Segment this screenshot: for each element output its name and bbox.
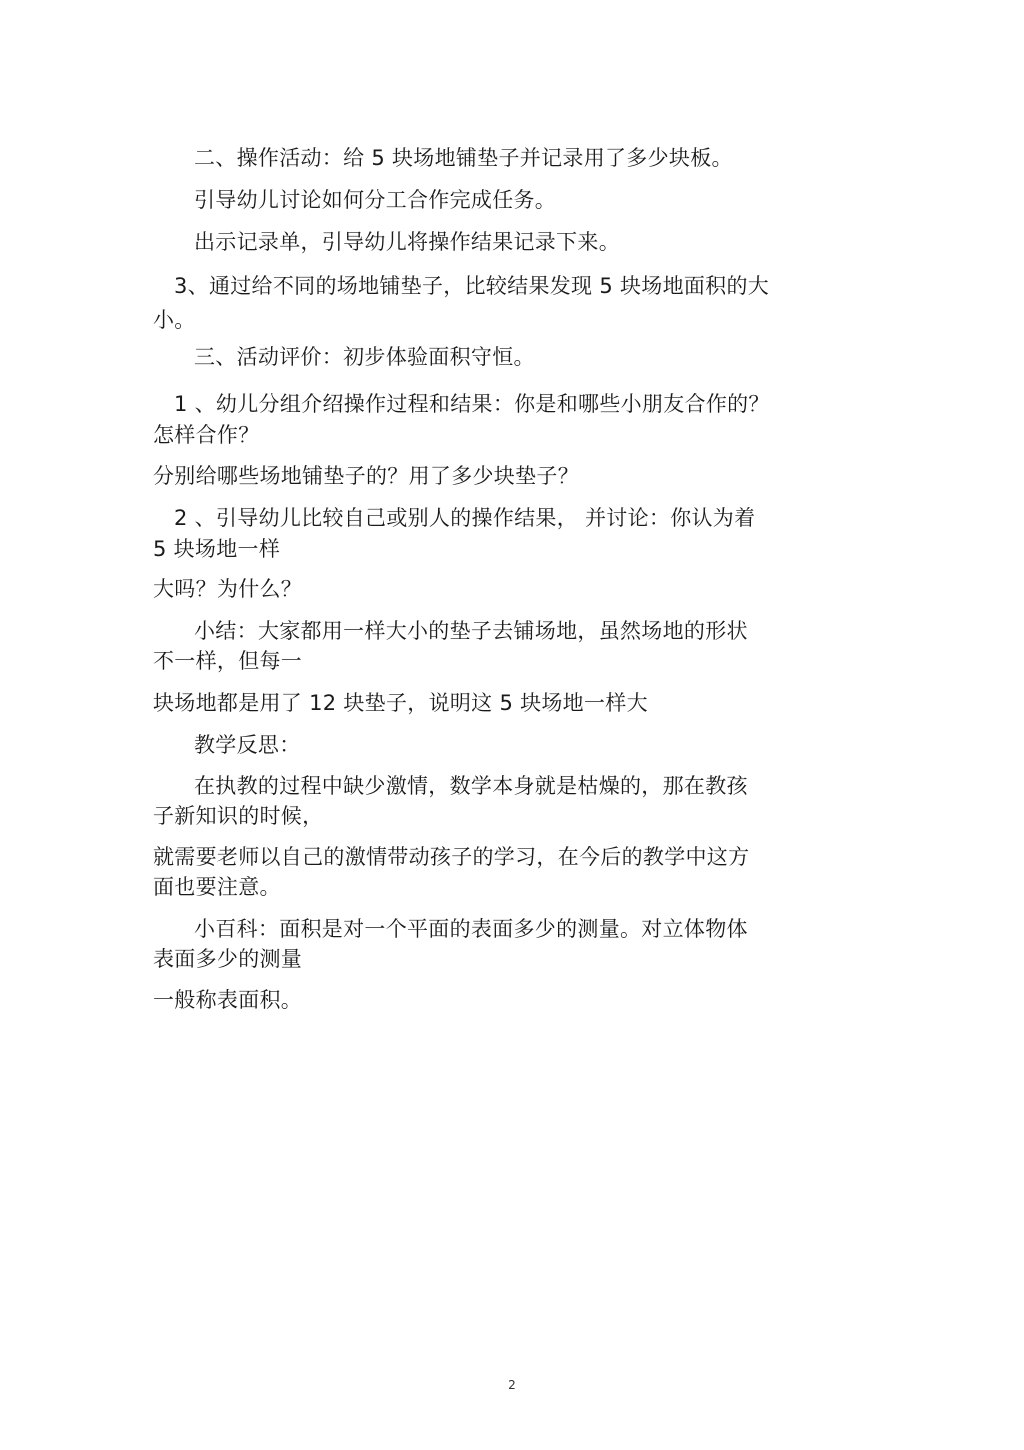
paragraph-line: 不一样，但每一 [153,649,303,673]
paragraph-line: 子新知识的时候， [153,804,324,828]
paragraph-line: 表面多少的测量 [153,947,303,971]
paragraph-line: 面也要注意。 [153,875,281,899]
paragraph-line: 2 、引导幼儿比较自己或别人的操作结果， 并讨论：你认为着 [174,506,756,530]
paragraph-line: 在执教的过程中缺少激情，数学本身就是枯燥的，那在教孩 [194,774,748,798]
paragraph-line: 5 块场地一样 [153,537,281,561]
paragraph-line: 块场地都是用了 12 块垫子，说明这 5 块场地一样大 [153,691,648,715]
paragraph-line: 1 、幼儿分组介绍操作过程和结果：你是和哪些小朋友合作的？ [174,392,770,416]
paragraph-line: 出示记录单，引导幼儿将操作结果记录下来。 [194,230,620,254]
paragraph-line: 引导幼儿讨论如何分工合作完成任务。 [194,188,557,212]
summary-line: 小结：大家都用一样大小的垫子去铺场地，虽然场地的形状 [194,619,748,643]
paragraph-line: 大吗？为什么？ [153,577,303,601]
section-heading-evaluation: 三、活动评价：初步体验面积守恒。 [194,345,535,369]
paragraph-line: 分别给哪些场地铺垫子的？用了多少块垫子？ [153,464,579,488]
page-number: 2 [508,1378,516,1392]
section-heading-reflection: 教学反思： [194,733,301,757]
paragraph-line: 一般称表面积。 [153,988,303,1012]
paragraph-line: 3、通过给不同的场地铺垫子，比较结果发现 5 块场地面积的大 [174,274,770,298]
section-heading-operation: 二、操作活动：给 5 块场地铺垫子并记录用了多少块板。 [194,146,733,170]
encyclopedia-line: 小百科：面积是对一个平面的表面多少的测量。对立体物体 [194,917,748,941]
paragraph-line: 小。 [153,308,196,332]
paragraph-line: 怎样合作？ [153,423,260,447]
paragraph-line: 就需要老师以自己的激情带动孩子的学习，在今后的教学中这方 [153,845,750,869]
